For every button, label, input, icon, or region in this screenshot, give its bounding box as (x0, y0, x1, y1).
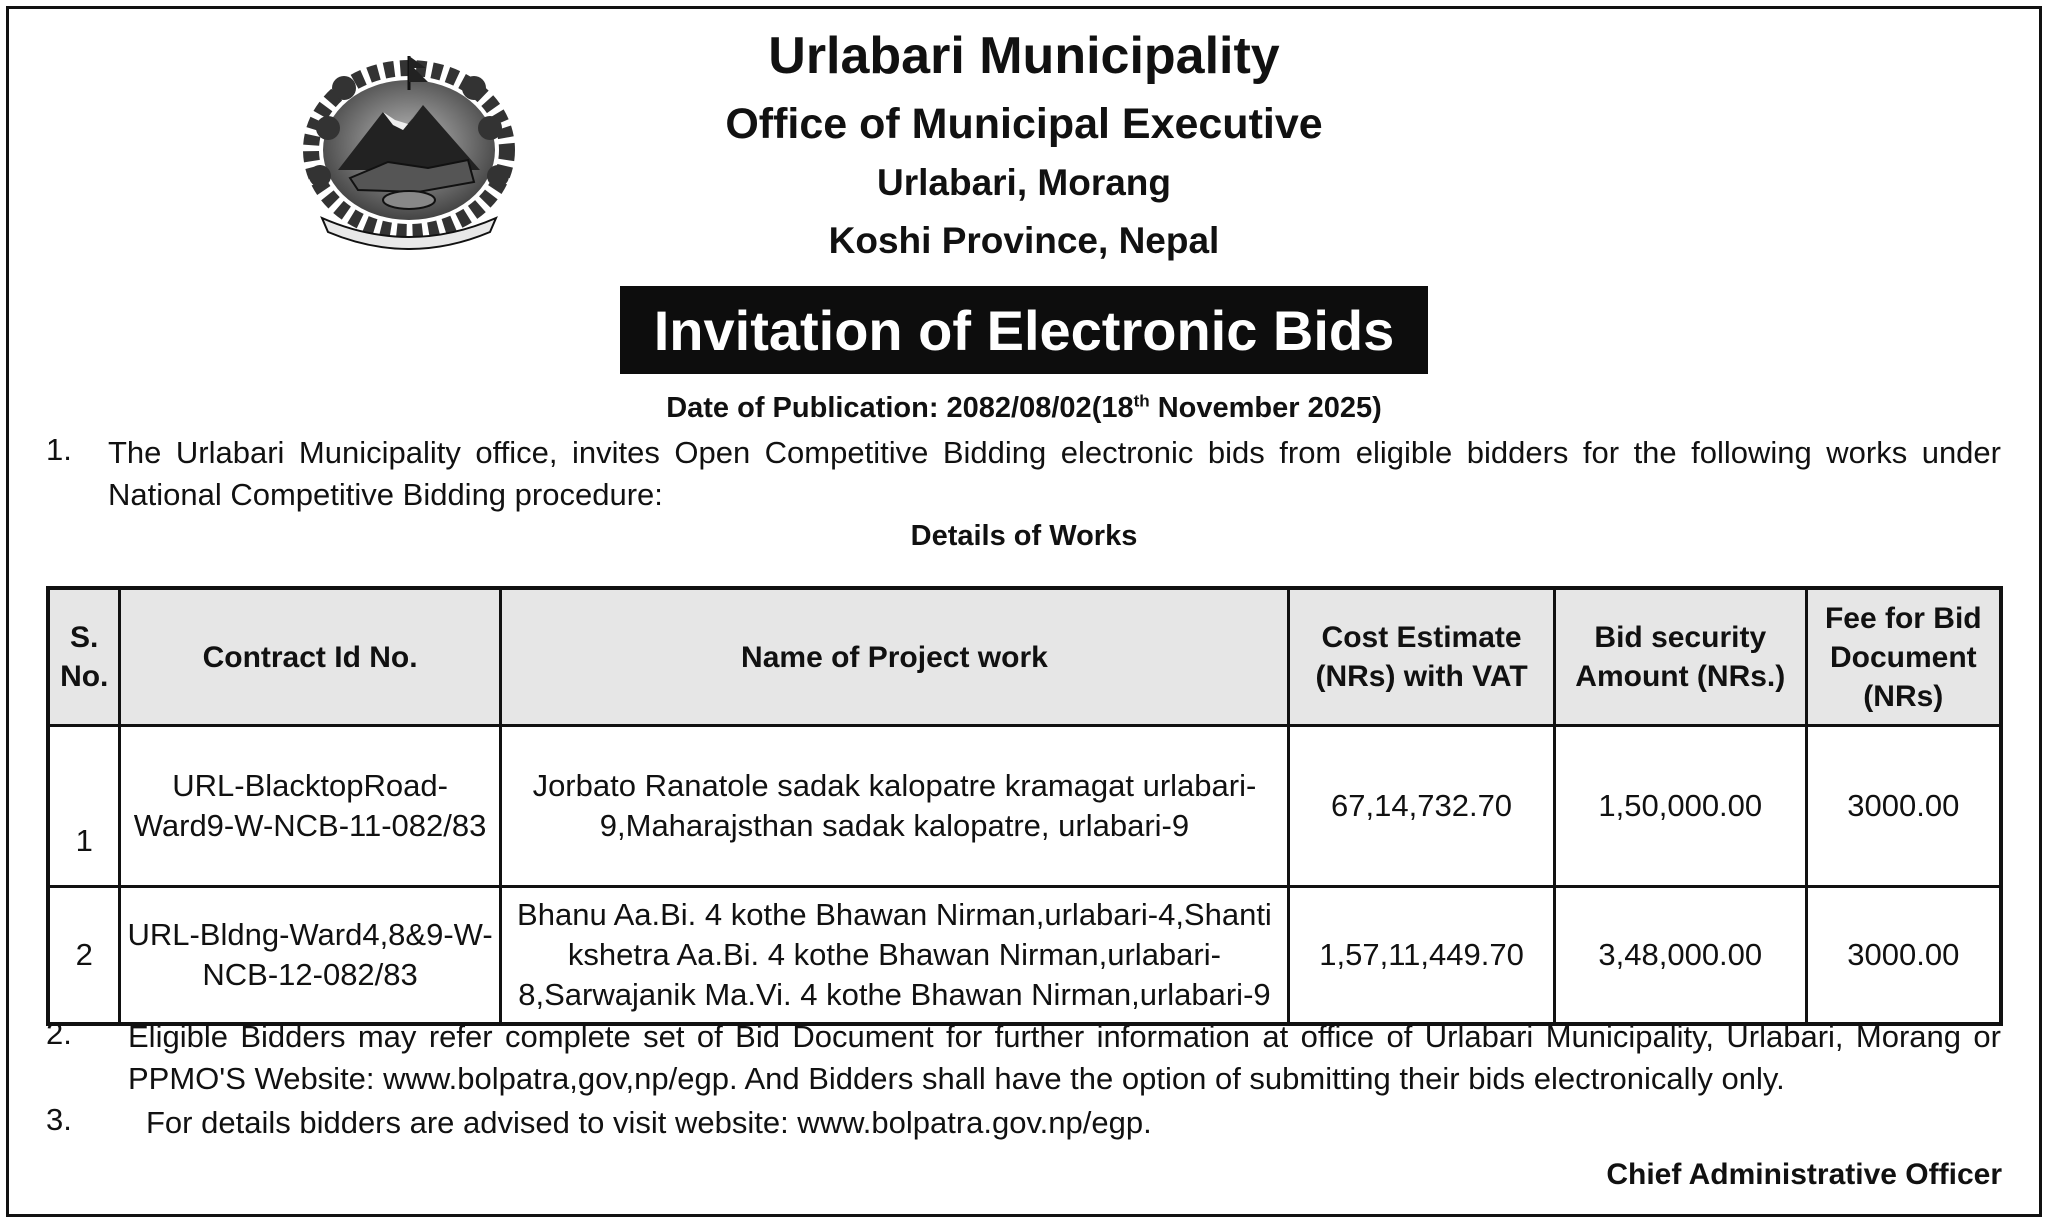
cell-bid-fee: 3000.00 (1806, 887, 2001, 1025)
col-header-contract-id: Contract Id No. (120, 588, 500, 726)
cell-bid-security: 3,48,000.00 (1554, 887, 1806, 1025)
cell-bid-security: 1,50,000.00 (1554, 726, 1806, 887)
publication-date: Date of Publication: 2082/08/02(18th November 2025) (666, 391, 1382, 424)
details-of-works-heading: Details of Works (910, 520, 1138, 552)
province-country: Koshi Province, Nepal (828, 220, 1220, 261)
cell-cost-estimate: 1,57,11,449.70 (1289, 887, 1555, 1025)
notice-title-banner: Invitation of Electronic Bids (620, 286, 1428, 374)
table-row (48, 887, 2001, 1025)
item-number-2: 2. (46, 1016, 72, 1051)
item-paragraph-3: For details bidders are advised to visit website: www.bolpatra.gov.np/egp. (146, 1105, 1152, 1140)
col-header-bid-security: Bid security Amount (NRs.) (1554, 588, 1806, 726)
cell-project-name: Jorbato Ranatole sadak kalopatre kramagat urlabari-9,Maharajsthan sadak kalopatre, urlabari-9 (500, 726, 1288, 887)
table-row (48, 726, 2001, 887)
item-paragraph-1: The Urlabari Municipality office, invites Open Competitive Bidding electronic bids from eligible bidders for the following works under National Competitive Bidding procedure: (108, 435, 2001, 512)
office-location: Urlabari, Morang (877, 162, 1171, 203)
cell-project-name: Bhanu Aa.Bi. 4 kothe Bhawan Nirman,urlabari-4,Shanti kshetra Aa.Bi. 4 kothe Bhawan Nirman,urlabari-8,Sarwajanik Ma.Vi. 4 kothe Bhawan Nirman,urlabari-9 (500, 887, 1288, 1025)
municipality-name: Urlabari Municipality (768, 27, 1280, 85)
office-name: Office of Municipal Executive (725, 100, 1323, 148)
works-table (46, 586, 2003, 1026)
col-header-bid-fee: Fee for Bid Document (NRs) (1806, 588, 2001, 726)
cell-sno: 2 (48, 887, 120, 1025)
signatory-title: Chief Administrative Officer (1606, 1158, 2002, 1191)
item-number-3: 3. (46, 1102, 72, 1137)
cell-contract-id: URL-BlacktopRoad-Ward9-W-NCB-11-082/83 (120, 726, 500, 887)
cell-cost-estimate: 67,14,732.70 (1289, 726, 1555, 887)
table-header-row (48, 588, 2001, 726)
col-header-cost-estimate: Cost Estimate (NRs) with VAT (1289, 588, 1555, 726)
item-number-1: 1. (46, 432, 72, 467)
cell-contract-id: URL-Bldng-Ward4,8&9-W-NCB-12-082/83 (120, 887, 500, 1025)
cell-sno: 1 (48, 726, 120, 887)
item-paragraph-2: Eligible Bidders may refer complete set of Bid Document for further information at office of Urlabari Municipality, Urlabari, Morang or PPMO'S Website: www.bolpatra,gov,np/egp. And Bidders shall have the option of submitting their bids electronically only. (128, 1019, 2001, 1096)
col-header-project-name: Name of Project work (500, 588, 1288, 726)
col-header-sno: S. No. (48, 588, 120, 726)
cell-bid-fee: 3000.00 (1806, 726, 2001, 887)
